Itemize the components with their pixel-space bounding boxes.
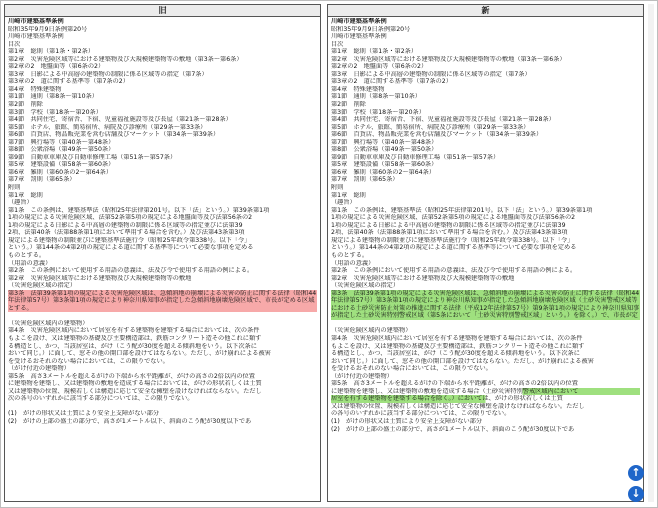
- text-line: 又は建築物の位置、規模若しくは構造に応じて安全な擁壁を設けなければならない。ただし: [8, 387, 262, 395]
- text-line: 第4条 災害危険区域内において居室を有する建築物を建築する場合においては、次の条件: [8, 327, 260, 335]
- text-line: 第2章 災害危険区域等における建築物及び大規模建築物等の敷地: [331, 274, 515, 282]
- text-line: という。）第144条の4第2項の規定による道に関する基準等について必要な事項を定める: [331, 244, 577, 252]
- text-line: もよこを設け、又は建築物の基礎及び主要構造部は、鉄筋コンクリート造その他これに類す: [8, 334, 262, 342]
- text-line: 1項の規定による日影による中高層の建築物の制限に係る区域等の指定並びに法第39: [331, 221, 566, 229]
- text-line: 第1章 総則（第1条・第2条）: [331, 48, 418, 56]
- text-line: （用語の意義）: [8, 259, 52, 267]
- text-line: （災害危険区域内の建築物）: [331, 327, 412, 335]
- text-line: 1項の規定による日影による中高層の建築物の制限に係る区域等の指定並びに法第39: [8, 221, 243, 229]
- text-line: 第8節 公衆浴場（第49条～第50条）: [331, 146, 438, 154]
- old-text-body: [5, 17, 320, 426]
- text-line: 次の各号のいずれかに該当する部分については、この限りでない。: [8, 395, 194, 403]
- old-column-header: 旧: [5, 5, 320, 17]
- text-line: 第2章 災害危険区域等における建築物及び大規模建築物等の敷地（第3条～第6条）: [331, 55, 566, 63]
- text-line: 第3節 学校（第18条～第20条）: [331, 108, 425, 116]
- text-line: 第6節 百貨店、物品販売業を営む店舗及びマーケット（第34条～第39条）: [8, 131, 220, 139]
- text-line: を受けるおそれのない場合においては、この限りでない。: [8, 357, 169, 365]
- text-line: 居室を有する建築物を建築する場合を除く。）においては、がけの形状若しくは土質: [331, 395, 640, 403]
- text-line: (1) がけの形状又は土質により安全上支障がない部分: [331, 417, 483, 425]
- text-line: 規定による建築物の制限並びに建築基準法施行令（昭和25年政令第338号。以下「令」: [8, 236, 251, 244]
- text-line: 又は建築物の位置、規模若しくは構造に応じて安全な擁壁を設けなければならない。ただし: [331, 402, 585, 410]
- text-line: 川崎市建築基準条例: [8, 18, 64, 25]
- text-line: （趣旨）: [331, 199, 356, 207]
- text-line: 第8節 公衆浴場（第49条～第50条）: [8, 146, 115, 154]
- text-line: に建築物を建築し、又は建築物の敷地を造成する場合（土砂災害特別警戒区域内において: [331, 388, 640, 396]
- text-line: 第4章 特殊建築物: [331, 85, 385, 93]
- text-line: おいて同じ。）に面して、窓その他の開口部を設けてはならない。ただし、がけ崩れによる被害: [8, 350, 271, 358]
- text-line: 1項の規定による災害危険区域、法第52条第5項の規定による地盤面等及び法第56条の2: [8, 214, 253, 222]
- text-line: （がけ付近の建築物）: [331, 372, 393, 380]
- text-line: 第5節 ホテル、旅館、簡易宿所、病院及び診療所（第29条～第33条）: [331, 123, 530, 131]
- text-line: 第6節 百貨店、物品販売業を営む店舗及びマーケット（第34条～第39条）: [331, 131, 543, 139]
- text-line: 第9節 自動車車庫及び自動車修理工場（第51条～第57条）: [8, 153, 177, 161]
- text-line: 附則: [331, 184, 344, 192]
- text-line: （用語の意義）: [331, 259, 375, 267]
- text-line: 附則: [8, 184, 21, 192]
- text-line: 第2条 この条例において使用する用語の意義は、法及び令で使用する用語の例による。: [331, 267, 577, 275]
- text-line: （がけ付近の建築物）: [8, 365, 70, 373]
- text-line: 昭和35年9月9日条例第20号: [8, 25, 88, 33]
- text-line: 第3節 学校（第18条～第20条）: [8, 108, 102, 116]
- text-line: もよこを設け、又は建築物の基礎及び主要構造部は、鉄筋コンクリート造その他これに類す: [331, 342, 585, 350]
- text-line: [8, 312, 317, 320]
- text-line: 目次: [331, 40, 344, 48]
- text-line: ものとする。: [8, 251, 46, 259]
- text-line: （趣旨）: [8, 199, 33, 207]
- text-line: 第5条 高さ3メートルを超えるがけの下端から水平距離が、がけの高さの2倍以内の位置: [331, 380, 578, 388]
- text-line: ものとする。: [331, 251, 369, 259]
- old-version-column: [4, 4, 321, 502]
- new-version-column: [327, 4, 644, 502]
- text-line: 第2条 この条例において使用する用語の意義は、法及び令で使用する用語の例による。: [8, 267, 254, 275]
- text-line: [8, 403, 317, 411]
- text-line: 第1節 通則（第8条～第10条）: [8, 93, 98, 101]
- scroll-down-icon[interactable]: ↓: [628, 486, 644, 502]
- text-line: に建築物を建築し、又は建築物の敷地を造成する場合においては、がけの形状若しくは土質: [8, 380, 262, 388]
- text-line: 第2章 災害危険区域等における建築物及び大規模建築物等の敷地（第3条～第6条）: [8, 55, 243, 63]
- text-line: る構造とし、かつ、当該居室は、がけ（こう配が30度を超える傾斜地をいう。以下次条に: [331, 350, 580, 358]
- text-line: 第4章 特殊建築物: [8, 85, 62, 93]
- text-line: 第2章 災害危険区域等における建築物及び大規模建築物等の敷地: [8, 274, 192, 282]
- text-line: 第6章 雑則（第60条の2～第64条）: [8, 168, 113, 176]
- text-line: 昭和35年9月9日条例第20号: [331, 25, 411, 33]
- text-line: 第1条 この条例は、建築基準法（昭和25年法律第201号。以下「法」という。）第39条第1項: [331, 206, 593, 214]
- text-line: 第1章 総則: [331, 191, 366, 199]
- text-line: 第2章の2 地盤面等（第6条の2）: [8, 63, 105, 71]
- highlighted-clause: 第3条 法第39条第1項の規定による災害危険区域は、急傾斜地の崩壊による災害の防止に関する法律（昭和44年法律第57号）第3条第1項の規定により神奈川県知事が指定した急傾斜地崩壊危険区域（土砂災害警戒区域等における土砂災害防止対策の推進に関する法律（平成12年法律第57号）第9条第1項の規定により神奈川県知事が指定した土砂災害特別警戒区域（第5条において「土砂災害特別警戒区域」という。）を除く。）で、市長が定: [331, 289, 640, 320]
- text-line: 第5節 ホテル、旅館、簡易宿所、病院及び診療所（第29条～第33条）: [8, 123, 207, 131]
- text-line: 第6章 雑則（第60条の2～第64条）: [331, 168, 436, 176]
- text-line: 第7章 罰則（第65条）: [331, 176, 399, 184]
- text-line: 第4条 災害危険区域内において居室を有する建築物を建築する場合においては、次の条件: [331, 334, 583, 342]
- text-line: [331, 320, 640, 328]
- text-line: 第4節 共同住宅、寄宿舎、下宿、児童福祉施設等及び長屋（第21条～第28条）: [331, 116, 555, 124]
- text-line: (2) がけの上部の盛土の部分で、高さが1メートル以下、斜面のこう配が30度以下であ: [8, 417, 252, 425]
- text-line: 第7節 興行場等（第40条～第48条）: [8, 138, 115, 146]
- text-line: 第1条 この条例は、建築基準法（昭和25年法律第201号。以下「法」という。）第39条第1項: [8, 206, 270, 214]
- new-column-header: 新: [328, 5, 643, 17]
- text-line: （災害危険区域内の建築物）: [8, 319, 89, 327]
- text-line: (2) がけの上部の盛土の部分で、高さが1メートル以下、斜面のこう配が30度以下であ: [331, 425, 575, 433]
- new-text-body: [328, 17, 643, 433]
- text-line: （災害危険区域の指定）: [331, 282, 400, 290]
- text-line: 2項、法第40条（法第88条第1項において準用する場合を含む。）及び法第43条第3項: [331, 229, 568, 237]
- text-line: 第5章 建築設備（第58条～第60条）: [331, 161, 438, 169]
- text-line: 2項、法第40条（法第88条第1項において準用する場合を含む。）及び法第43条第3項: [8, 229, 245, 237]
- text-line: 第5章 建築設備（第58条～第60条）: [8, 161, 115, 169]
- text-line: 第7章 罰則（第65条）: [8, 176, 76, 184]
- text-line: 川崎市建築基準条例: [8, 33, 64, 41]
- text-line: 第1節 通則（第8条～第10条）: [331, 93, 421, 101]
- text-line: 第2章の2 地盤面等（第6条の2）: [331, 63, 428, 71]
- text-line: 第2節 削除: [331, 101, 366, 109]
- text-line: (1) がけの形状又は土質により安全上支障がない部分: [8, 410, 160, 418]
- text-line: の各号のいずれかに該当する部分については、この限りでない。: [331, 410, 511, 418]
- text-line: 第3章 日影による中高層の建築物の制限に係る区域等の指定（第7条）: [8, 70, 208, 78]
- text-line: 第4節 共同住宅、寄宿舎、下宿、児童福祉施設等及び長屋（第21条～第28条）: [8, 116, 232, 124]
- text-line: 目次: [8, 40, 21, 48]
- text-line: 規定による建築物の制限並びに建築基準法施行令（昭和25年政令第338号。以下「令」: [331, 236, 574, 244]
- text-line: 第9節 自動車車庫及び自動車修理工場（第51条～第57条）: [331, 153, 500, 161]
- text-line: を受けるおそれのない場合においては、この限りでない。: [331, 365, 492, 373]
- text-line: 第2節 削除: [8, 101, 43, 109]
- page-scrollbar[interactable]: [648, 4, 654, 502]
- text-line: という。）第144条の4第2項の規定による道に関する基準等について必要な事項を定める: [8, 244, 254, 252]
- text-line: 第3章の2 道に関する基準等（第7条の2）: [8, 78, 129, 86]
- text-line: 第3章 日影による中高層の建築物の制限に係る区域等の指定（第7条）: [331, 70, 531, 78]
- highlighted-clause: 第3条 法第39条第1項の規定による災害危険区域は、急傾斜地の崩壊による災害の防止に関する法律（昭和44年法律第57号）第3条第1項の規定により神奈川県知事が指定した急傾斜地崩壊危険区域で、市長が定める区域とする。: [8, 289, 317, 312]
- scroll-up-icon[interactable]: ↑: [628, 465, 644, 481]
- text-line: おいて同じ。）に面して、窓その他の開口部を設けてはならない。ただし、がけ崩れによる被害: [331, 357, 594, 365]
- text-line: 川崎市建築基準条例: [331, 33, 387, 41]
- text-line: 第5条 高さ3メートルを超えるがけの下端から水平距離が、がけの高さの2倍以内の位置: [8, 372, 255, 380]
- text-line: 1項の規定による災害危険区域、法第52条第5項の規定による地盤面等及び法第56条の2: [331, 214, 576, 222]
- text-line: 第1章 総則: [8, 191, 43, 199]
- text-line: 第1章 総則（第1条・第2条）: [8, 48, 95, 56]
- text-line: 第3章の2 道に関する基準等（第7条の2）: [331, 78, 452, 86]
- text-line: る構造とし、かつ、当該居室は、がけ（こう配が30度を超える傾斜地をいう。以下次条に: [8, 342, 257, 350]
- text-line: （災害危険区域の指定）: [8, 282, 77, 290]
- text-line: 第7節 興行場等（第40条～第48条）: [331, 138, 438, 146]
- text-line: 川崎市建築基準条例: [331, 18, 387, 25]
